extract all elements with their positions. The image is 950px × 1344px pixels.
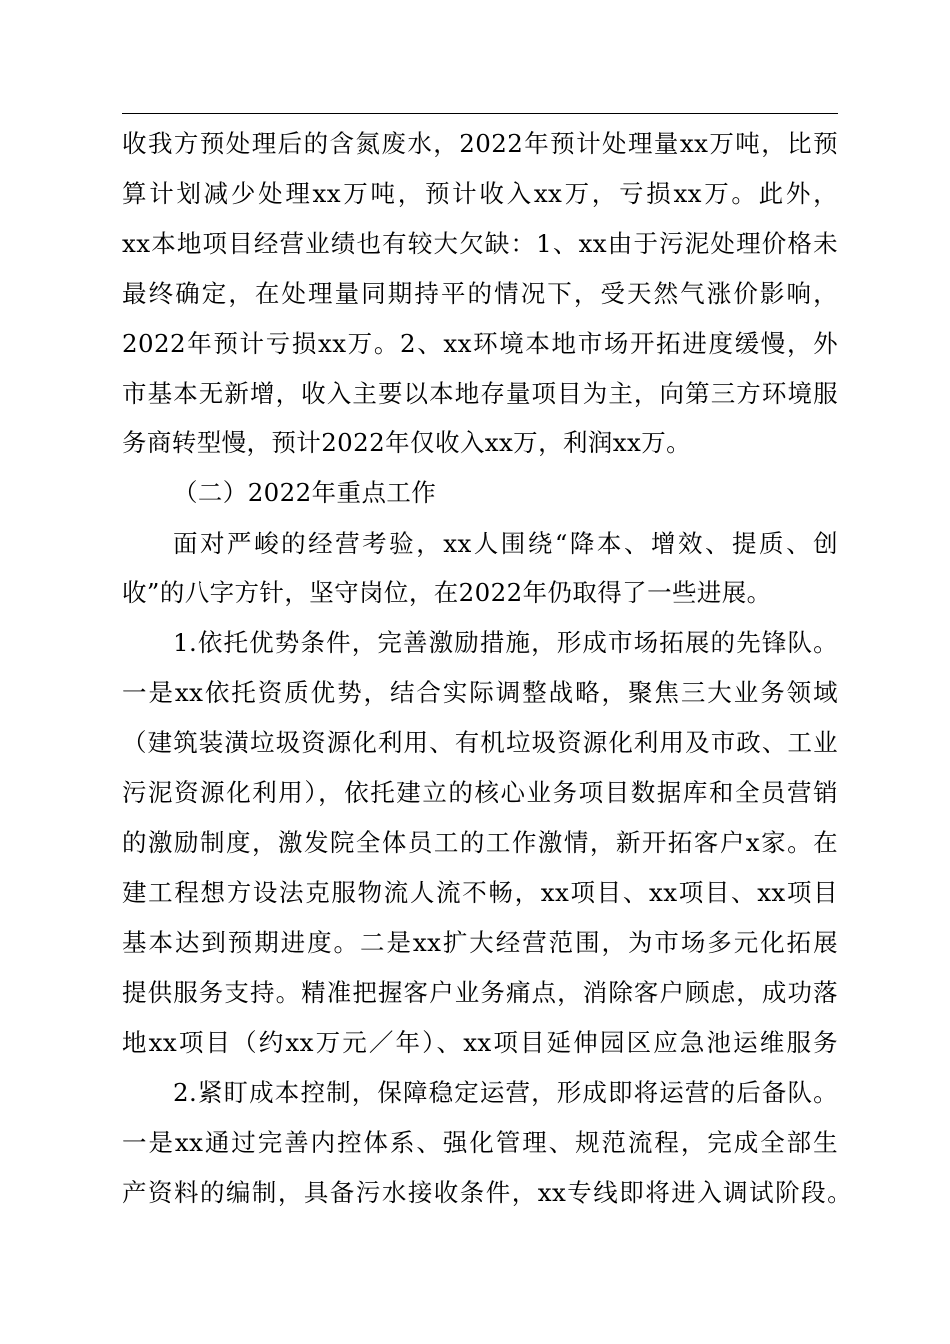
text-line-2: 算计划减少处理xx万吨，预计收入xx万，亏损xx万。此外， [122,179,838,208]
text-line-15: 的激励制度，激发院全体员工的工作激情，新开拓客户x家。在 [122,828,838,857]
text-line-6: 市基本无新增，收入主要以本地存量项目为主，向第三方环境服 [122,379,838,408]
text-line-12: 一是xx依托资质优势，结合实际调整战略，聚焦三大业务领域 [122,678,838,707]
text-line-14: 污泥资源化利用），依托建立的核心业务项目数据库和全员营销 [122,778,838,807]
text-line-3: xx本地项目经营业绩也有较大欠缺：1、xx由于污泥处理价格未 [122,229,838,258]
text-line-5: 2022年预计亏损xx万。2、xx环境本地市场开拓进度缓慢，外 [122,329,838,358]
text-line-9: 面对严峻的经营考验，xx人围绕“降本、增效、提质、创 [173,529,838,558]
section-heading: （二）2022年重点工作 [173,478,437,507]
text-line-17: 基本达到预期进度。二是xx扩大经营范围，为市场多元化拓展 [122,928,838,957]
text-line-10: 收”的八字方针，坚守岗位，在2022年仍取得了一些进展。 [122,578,772,607]
text-line-21: 一是xx通过完善内控体系、强化管理、规范流程，完成全部生 [122,1128,838,1157]
text-line-22: 产资料的编制，具备污水接收条件，xx专线即将进入调试阶段。 [122,1178,852,1207]
text-line-18: 提供服务支持。精准把握客户业务痛点，消除客户顾虑，成功落 [122,978,838,1007]
text-line-13: （建筑装潢垃圾资源化利用、有机垃圾资源化利用及市政、工业 [122,728,838,757]
text-line-19: 地xx项目（约xx万元／年）、xx项目延伸园区应急池运维服务 [122,1028,838,1057]
text-line-7: 务商转型慢，预计2022年仅收入xx万，利润xx万。 [122,428,692,457]
text-line-4: 最终确定，在处理量同期持平的情况下，受天然气涨价影响， [122,279,838,308]
text-line-16: 建工程想方设法克服物流人流不畅，xx项目、xx项目、xx项目 [122,878,838,907]
subheading-2: 2.紧盯成本控制，保障稳定运营，形成即将运营的后备队。 [173,1078,838,1107]
header-rule [122,113,838,114]
text-line-1: 收我方预处理后的含氮废水，2022年预计处理量xx万吨，比预 [122,129,838,158]
subheading-1: 1.依托优势条件，完善激励措施，形成市场拓展的先锋队。 [173,628,838,657]
